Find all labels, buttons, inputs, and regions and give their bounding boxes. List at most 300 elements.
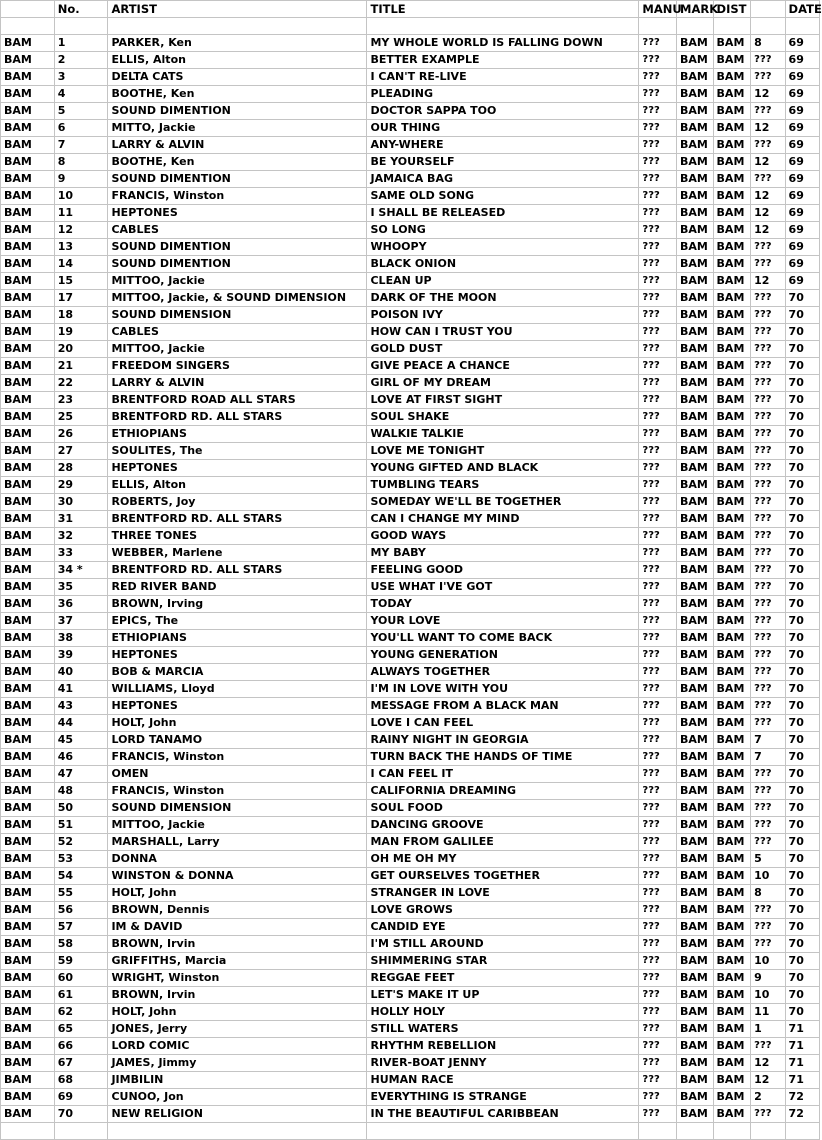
distributor-cell[interactable]: BAM xyxy=(713,1055,751,1072)
blank-cell[interactable] xyxy=(713,1123,751,1140)
label-cell[interactable]: BAM xyxy=(1,103,55,120)
mark-cell[interactable]: BAM xyxy=(677,188,714,205)
number-cell[interactable]: 41 xyxy=(54,681,108,698)
artist-cell[interactable]: HOLT, John xyxy=(108,885,367,902)
artist-cell[interactable]: JONES, Jerry xyxy=(108,1021,367,1038)
mark-cell[interactable]: BAM xyxy=(677,239,714,256)
title-cell[interactable]: ALWAYS TOGETHER xyxy=(367,664,639,681)
label-cell[interactable]: BAM xyxy=(1,732,55,749)
date-cell[interactable]: 69 xyxy=(785,86,819,103)
label-cell[interactable]: BAM xyxy=(1,596,55,613)
title-cell[interactable]: I'M IN LOVE WITH YOU xyxy=(367,681,639,698)
title-cell[interactable]: LOVE I CAN FEEL xyxy=(367,715,639,732)
date-cell[interactable]: 70 xyxy=(785,341,819,358)
date-cell[interactable]: 70 xyxy=(785,477,819,494)
header-date[interactable]: DATE xyxy=(785,1,819,18)
mark-cell[interactable]: BAM xyxy=(677,783,714,800)
distributor-cell[interactable]: BAM xyxy=(713,936,751,953)
manufacturer-cell[interactable]: ??? xyxy=(639,239,677,256)
label-cell[interactable]: BAM xyxy=(1,273,55,290)
label-cell[interactable]: BAM xyxy=(1,562,55,579)
manufacturer-cell[interactable]: ??? xyxy=(639,766,677,783)
title-cell[interactable]: BLACK ONION xyxy=(367,256,639,273)
artist-cell[interactable]: BROWN, Dennis xyxy=(108,902,367,919)
mark-cell[interactable]: BAM xyxy=(677,885,714,902)
artist-cell[interactable]: EPICS, The xyxy=(108,613,367,630)
month-cell[interactable]: 12 xyxy=(751,273,785,290)
manufacturer-cell[interactable]: ??? xyxy=(639,137,677,154)
month-cell[interactable]: 12 xyxy=(751,205,785,222)
label-cell[interactable]: BAM xyxy=(1,936,55,953)
label-cell[interactable]: BAM xyxy=(1,290,55,307)
manufacturer-cell[interactable]: ??? xyxy=(639,86,677,103)
artist-cell[interactable]: MARSHALL, Larry xyxy=(108,834,367,851)
title-cell[interactable]: I SHALL BE RELEASED xyxy=(367,205,639,222)
date-cell[interactable]: 70 xyxy=(785,392,819,409)
manufacturer-cell[interactable]: ??? xyxy=(639,222,677,239)
title-cell[interactable]: STILL WATERS xyxy=(367,1021,639,1038)
label-cell[interactable]: BAM xyxy=(1,392,55,409)
distributor-cell[interactable]: BAM xyxy=(713,52,751,69)
manufacturer-cell[interactable]: ??? xyxy=(639,545,677,562)
manufacturer-cell[interactable]: ??? xyxy=(639,154,677,171)
date-cell[interactable]: 69 xyxy=(785,103,819,120)
date-cell[interactable]: 70 xyxy=(785,613,819,630)
label-cell[interactable]: BAM xyxy=(1,375,55,392)
label-cell[interactable]: BAM xyxy=(1,834,55,851)
label-cell[interactable]: BAM xyxy=(1,511,55,528)
mark-cell[interactable]: BAM xyxy=(677,800,714,817)
month-cell[interactable]: ??? xyxy=(751,290,785,307)
number-cell[interactable]: 45 xyxy=(54,732,108,749)
label-cell[interactable]: BAM xyxy=(1,987,55,1004)
mark-cell[interactable]: BAM xyxy=(677,562,714,579)
label-cell[interactable]: BAM xyxy=(1,868,55,885)
title-cell[interactable]: GIRL OF MY DREAM xyxy=(367,375,639,392)
manufacturer-cell[interactable]: ??? xyxy=(639,35,677,52)
title-cell[interactable]: SOMEDAY WE'LL BE TOGETHER xyxy=(367,494,639,511)
manufacturer-cell[interactable]: ??? xyxy=(639,358,677,375)
distributor-cell[interactable]: BAM xyxy=(713,409,751,426)
month-cell[interactable]: 10 xyxy=(751,868,785,885)
mark-cell[interactable]: BAM xyxy=(677,86,714,103)
number-cell[interactable]: 34 * xyxy=(54,562,108,579)
month-cell[interactable]: ??? xyxy=(751,766,785,783)
label-cell[interactable]: BAM xyxy=(1,477,55,494)
title-cell[interactable]: CALIFORNIA DREAMING xyxy=(367,783,639,800)
date-cell[interactable]: 69 xyxy=(785,273,819,290)
label-cell[interactable]: BAM xyxy=(1,120,55,137)
title-cell[interactable]: MAN FROM GALILEE xyxy=(367,834,639,851)
date-cell[interactable]: 70 xyxy=(785,987,819,1004)
number-cell[interactable]: 55 xyxy=(54,885,108,902)
number-cell[interactable]: 1 xyxy=(54,35,108,52)
manufacturer-cell[interactable]: ??? xyxy=(639,698,677,715)
number-cell[interactable]: 54 xyxy=(54,868,108,885)
date-cell[interactable]: 69 xyxy=(785,171,819,188)
mark-cell[interactable]: BAM xyxy=(677,358,714,375)
artist-cell[interactable]: BOOTHE, Ken xyxy=(108,154,367,171)
number-cell[interactable]: 44 xyxy=(54,715,108,732)
manufacturer-cell[interactable]: ??? xyxy=(639,800,677,817)
label-cell[interactable]: BAM xyxy=(1,528,55,545)
artist-cell[interactable]: SOULITES, The xyxy=(108,443,367,460)
label-cell[interactable]: BAM xyxy=(1,188,55,205)
number-cell[interactable]: 53 xyxy=(54,851,108,868)
manufacturer-cell[interactable]: ??? xyxy=(639,120,677,137)
title-cell[interactable]: DARK OF THE MOON xyxy=(367,290,639,307)
title-cell[interactable]: POISON IVY xyxy=(367,307,639,324)
title-cell[interactable]: YOUNG GIFTED AND BLACK xyxy=(367,460,639,477)
distributor-cell[interactable]: BAM xyxy=(713,953,751,970)
artist-cell[interactable]: IM & DAVID xyxy=(108,919,367,936)
artist-cell[interactable]: MITTO, Jackie xyxy=(108,120,367,137)
title-cell[interactable]: GET OURSELVES TOGETHER xyxy=(367,868,639,885)
title-cell[interactable]: CAN I CHANGE MY MIND xyxy=(367,511,639,528)
title-cell[interactable]: I CAN'T RE-LIVE xyxy=(367,69,639,86)
manufacturer-cell[interactable]: ??? xyxy=(639,681,677,698)
month-cell[interactable]: ??? xyxy=(751,52,785,69)
artist-cell[interactable]: MITTOO, Jackie, & SOUND DIMENSION xyxy=(108,290,367,307)
date-cell[interactable]: 70 xyxy=(785,528,819,545)
artist-cell[interactable]: BRENTFORD RD. ALL STARS xyxy=(108,511,367,528)
distributor-cell[interactable]: BAM xyxy=(713,868,751,885)
distributor-cell[interactable]: BAM xyxy=(713,188,751,205)
number-cell[interactable]: 31 xyxy=(54,511,108,528)
distributor-cell[interactable]: BAM xyxy=(713,137,751,154)
artist-cell[interactable]: RED RIVER BAND xyxy=(108,579,367,596)
title-cell[interactable]: SOUL FOOD xyxy=(367,800,639,817)
month-cell[interactable]: 1 xyxy=(751,1021,785,1038)
month-cell[interactable]: 5 xyxy=(751,851,785,868)
month-cell[interactable]: ??? xyxy=(751,630,785,647)
number-cell[interactable]: 11 xyxy=(54,205,108,222)
title-cell[interactable]: HOLLY HOLY xyxy=(367,1004,639,1021)
artist-cell[interactable]: BROWN, Irving xyxy=(108,596,367,613)
label-cell[interactable]: BAM xyxy=(1,766,55,783)
title-cell[interactable]: SO LONG xyxy=(367,222,639,239)
distributor-cell[interactable]: BAM xyxy=(713,86,751,103)
distributor-cell[interactable]: BAM xyxy=(713,307,751,324)
label-cell[interactable]: BAM xyxy=(1,919,55,936)
date-cell[interactable]: 70 xyxy=(785,817,819,834)
number-cell[interactable]: 40 xyxy=(54,664,108,681)
artist-cell[interactable]: ELLIS, Alton xyxy=(108,477,367,494)
month-cell[interactable]: ??? xyxy=(751,613,785,630)
month-cell[interactable]: ??? xyxy=(751,562,785,579)
manufacturer-cell[interactable]: ??? xyxy=(639,664,677,681)
date-cell[interactable]: 70 xyxy=(785,324,819,341)
title-cell[interactable]: HUMAN RACE xyxy=(367,1072,639,1089)
number-cell[interactable]: 22 xyxy=(54,375,108,392)
mark-cell[interactable]: BAM xyxy=(677,1072,714,1089)
number-cell[interactable]: 12 xyxy=(54,222,108,239)
title-cell[interactable]: GIVE PEACE A CHANCE xyxy=(367,358,639,375)
distributor-cell[interactable]: BAM xyxy=(713,596,751,613)
title-cell[interactable]: TODAY xyxy=(367,596,639,613)
date-cell[interactable]: 70 xyxy=(785,647,819,664)
artist-cell[interactable]: WEBBER, Marlene xyxy=(108,545,367,562)
month-cell[interactable]: 8 xyxy=(751,35,785,52)
distributor-cell[interactable]: BAM xyxy=(713,273,751,290)
number-cell[interactable]: 69 xyxy=(54,1089,108,1106)
label-cell[interactable]: BAM xyxy=(1,613,55,630)
manufacturer-cell[interactable]: ??? xyxy=(639,1021,677,1038)
number-cell[interactable]: 17 xyxy=(54,290,108,307)
distributor-cell[interactable]: BAM xyxy=(713,902,751,919)
month-cell[interactable]: ??? xyxy=(751,715,785,732)
label-cell[interactable]: BAM xyxy=(1,902,55,919)
number-cell[interactable]: 21 xyxy=(54,358,108,375)
date-cell[interactable]: 69 xyxy=(785,120,819,137)
manufacturer-cell[interactable]: ??? xyxy=(639,613,677,630)
number-cell[interactable]: 20 xyxy=(54,341,108,358)
number-cell[interactable]: 29 xyxy=(54,477,108,494)
artist-cell[interactable]: SOUND DIMENTION xyxy=(108,171,367,188)
artist-cell[interactable]: SOUND DIMENTION xyxy=(108,256,367,273)
mark-cell[interactable]: BAM xyxy=(677,341,714,358)
title-cell[interactable]: REGGAE FEET xyxy=(367,970,639,987)
distributor-cell[interactable]: BAM xyxy=(713,494,751,511)
number-cell[interactable]: 62 xyxy=(54,1004,108,1021)
label-cell[interactable]: BAM xyxy=(1,1089,55,1106)
mark-cell[interactable]: BAM xyxy=(677,443,714,460)
date-cell[interactable]: 70 xyxy=(785,290,819,307)
manufacturer-cell[interactable]: ??? xyxy=(639,919,677,936)
month-cell[interactable]: ??? xyxy=(751,409,785,426)
date-cell[interactable]: 69 xyxy=(785,154,819,171)
manufacturer-cell[interactable]: ??? xyxy=(639,1038,677,1055)
manufacturer-cell[interactable]: ??? xyxy=(639,52,677,69)
title-cell[interactable]: PLEADING xyxy=(367,86,639,103)
blank-cell[interactable] xyxy=(639,1123,677,1140)
title-cell[interactable]: YOUR LOVE xyxy=(367,613,639,630)
distributor-cell[interactable]: BAM xyxy=(713,987,751,1004)
date-cell[interactable]: 70 xyxy=(785,596,819,613)
distributor-cell[interactable]: BAM xyxy=(713,1089,751,1106)
label-cell[interactable]: BAM xyxy=(1,409,55,426)
title-cell[interactable]: DANCING GROOVE xyxy=(367,817,639,834)
label-cell[interactable]: BAM xyxy=(1,1038,55,1055)
distributor-cell[interactable]: BAM xyxy=(713,205,751,222)
manufacturer-cell[interactable]: ??? xyxy=(639,341,677,358)
distributor-cell[interactable]: BAM xyxy=(713,1004,751,1021)
title-cell[interactable]: SAME OLD SONG xyxy=(367,188,639,205)
date-cell[interactable]: 70 xyxy=(785,443,819,460)
month-cell[interactable]: ??? xyxy=(751,358,785,375)
distributor-cell[interactable]: BAM xyxy=(713,698,751,715)
title-cell[interactable]: MESSAGE FROM A BLACK MAN xyxy=(367,698,639,715)
label-cell[interactable]: BAM xyxy=(1,222,55,239)
date-cell[interactable]: 70 xyxy=(785,970,819,987)
mark-cell[interactable]: BAM xyxy=(677,52,714,69)
number-cell[interactable]: 39 xyxy=(54,647,108,664)
label-cell[interactable]: BAM xyxy=(1,69,55,86)
label-cell[interactable]: BAM xyxy=(1,1055,55,1072)
mark-cell[interactable]: BAM xyxy=(677,324,714,341)
artist-cell[interactable]: BOB & MARCIA xyxy=(108,664,367,681)
distributor-cell[interactable]: BAM xyxy=(713,664,751,681)
artist-cell[interactable]: WINSTON & DONNA xyxy=(108,868,367,885)
mark-cell[interactable]: BAM xyxy=(677,273,714,290)
manufacturer-cell[interactable]: ??? xyxy=(639,630,677,647)
distributor-cell[interactable]: BAM xyxy=(713,919,751,936)
month-cell[interactable]: ??? xyxy=(751,1038,785,1055)
manufacturer-cell[interactable]: ??? xyxy=(639,732,677,749)
date-cell[interactable]: 70 xyxy=(785,630,819,647)
month-cell[interactable]: ??? xyxy=(751,783,785,800)
header-manu[interactable]: MANU xyxy=(639,1,677,18)
label-cell[interactable]: BAM xyxy=(1,1072,55,1089)
blank-cell[interactable] xyxy=(367,1123,639,1140)
month-cell[interactable]: 11 xyxy=(751,1004,785,1021)
number-cell[interactable]: 14 xyxy=(54,256,108,273)
mark-cell[interactable]: BAM xyxy=(677,477,714,494)
label-cell[interactable]: BAM xyxy=(1,579,55,596)
date-cell[interactable]: 69 xyxy=(785,188,819,205)
distributor-cell[interactable]: BAM xyxy=(713,1072,751,1089)
month-cell[interactable]: ??? xyxy=(751,800,785,817)
number-cell[interactable]: 33 xyxy=(54,545,108,562)
date-cell[interactable]: 69 xyxy=(785,52,819,69)
manufacturer-cell[interactable]: ??? xyxy=(639,1004,677,1021)
manufacturer-cell[interactable]: ??? xyxy=(639,596,677,613)
date-cell[interactable]: 70 xyxy=(785,579,819,596)
distributor-cell[interactable]: BAM xyxy=(713,239,751,256)
month-cell[interactable]: ??? xyxy=(751,1106,785,1123)
label-cell[interactable]: BAM xyxy=(1,1106,55,1123)
month-cell[interactable]: ??? xyxy=(751,137,785,154)
month-cell[interactable]: ??? xyxy=(751,324,785,341)
blank-cell[interactable] xyxy=(108,1123,367,1140)
date-cell[interactable]: 70 xyxy=(785,953,819,970)
header-label[interactable] xyxy=(1,1,55,18)
number-cell[interactable]: 26 xyxy=(54,426,108,443)
artist-cell[interactable]: LARRY & ALVIN xyxy=(108,137,367,154)
distributor-cell[interactable]: BAM xyxy=(713,35,751,52)
title-cell[interactable]: WHOOPY xyxy=(367,239,639,256)
title-cell[interactable]: SHIMMERING STAR xyxy=(367,953,639,970)
date-cell[interactable]: 69 xyxy=(785,222,819,239)
artist-cell[interactable]: FREEDOM SINGERS xyxy=(108,358,367,375)
distributor-cell[interactable]: BAM xyxy=(713,970,751,987)
date-cell[interactable]: 71 xyxy=(785,1038,819,1055)
mark-cell[interactable]: BAM xyxy=(677,205,714,222)
label-cell[interactable]: BAM xyxy=(1,783,55,800)
month-cell[interactable]: ??? xyxy=(751,392,785,409)
manufacturer-cell[interactable]: ??? xyxy=(639,290,677,307)
header-title[interactable]: TITLE xyxy=(367,1,639,18)
label-cell[interactable]: BAM xyxy=(1,885,55,902)
date-cell[interactable]: 70 xyxy=(785,511,819,528)
month-cell[interactable]: ??? xyxy=(751,545,785,562)
mark-cell[interactable]: BAM xyxy=(677,1106,714,1123)
manufacturer-cell[interactable]: ??? xyxy=(639,868,677,885)
manufacturer-cell[interactable]: ??? xyxy=(639,392,677,409)
number-cell[interactable]: 56 xyxy=(54,902,108,919)
label-cell[interactable]: BAM xyxy=(1,817,55,834)
blank-cell[interactable] xyxy=(713,18,751,35)
label-cell[interactable]: BAM xyxy=(1,970,55,987)
mark-cell[interactable]: BAM xyxy=(677,171,714,188)
mark-cell[interactable]: BAM xyxy=(677,545,714,562)
title-cell[interactable]: RIVER-BOAT JENNY xyxy=(367,1055,639,1072)
month-cell[interactable]: ??? xyxy=(751,341,785,358)
blank-cell[interactable] xyxy=(54,1123,108,1140)
manufacturer-cell[interactable]: ??? xyxy=(639,443,677,460)
number-cell[interactable]: 61 xyxy=(54,987,108,1004)
date-cell[interactable]: 70 xyxy=(785,902,819,919)
month-cell[interactable]: ??? xyxy=(751,681,785,698)
label-cell[interactable]: BAM xyxy=(1,341,55,358)
distributor-cell[interactable]: BAM xyxy=(713,171,751,188)
blank-cell[interactable] xyxy=(639,18,677,35)
artist-cell[interactable]: BROWN, Irvin xyxy=(108,987,367,1004)
artist-cell[interactable]: FRANCIS, Winston xyxy=(108,783,367,800)
title-cell[interactable]: BE YOURSELF xyxy=(367,154,639,171)
distributor-cell[interactable]: BAM xyxy=(713,324,751,341)
month-cell[interactable]: 12 xyxy=(751,154,785,171)
title-cell[interactable]: SOUL SHAKE xyxy=(367,409,639,426)
title-cell[interactable]: WALKIE TALKIE xyxy=(367,426,639,443)
number-cell[interactable]: 36 xyxy=(54,596,108,613)
mark-cell[interactable]: BAM xyxy=(677,426,714,443)
distributor-cell[interactable]: BAM xyxy=(713,426,751,443)
number-cell[interactable]: 18 xyxy=(54,307,108,324)
distributor-cell[interactable]: BAM xyxy=(713,460,751,477)
distributor-cell[interactable]: BAM xyxy=(713,375,751,392)
number-cell[interactable]: 5 xyxy=(54,103,108,120)
distributor-cell[interactable]: BAM xyxy=(713,154,751,171)
artist-cell[interactable]: MITTOO, Jackie xyxy=(108,273,367,290)
date-cell[interactable]: 70 xyxy=(785,545,819,562)
blank-cell[interactable] xyxy=(54,18,108,35)
distributor-cell[interactable]: BAM xyxy=(713,103,751,120)
header-dist[interactable]: DIST xyxy=(713,1,751,18)
title-cell[interactable]: MY BABY xyxy=(367,545,639,562)
artist-cell[interactable]: CABLES xyxy=(108,324,367,341)
month-cell[interactable]: ??? xyxy=(751,256,785,273)
mark-cell[interactable]: BAM xyxy=(677,613,714,630)
label-cell[interactable]: BAM xyxy=(1,1021,55,1038)
month-cell[interactable]: ??? xyxy=(751,103,785,120)
title-cell[interactable]: YOUNG GENERATION xyxy=(367,647,639,664)
manufacturer-cell[interactable]: ??? xyxy=(639,324,677,341)
month-cell[interactable]: 12 xyxy=(751,188,785,205)
date-cell[interactable]: 70 xyxy=(785,494,819,511)
artist-cell[interactable]: THREE TONES xyxy=(108,528,367,545)
title-cell[interactable]: FEELING GOOD xyxy=(367,562,639,579)
date-cell[interactable]: 70 xyxy=(785,307,819,324)
month-cell[interactable]: ??? xyxy=(751,511,785,528)
label-cell[interactable]: BAM xyxy=(1,749,55,766)
distributor-cell[interactable]: BAM xyxy=(713,443,751,460)
artist-cell[interactable]: ETHIOPIANS xyxy=(108,630,367,647)
distributor-cell[interactable]: BAM xyxy=(713,545,751,562)
manufacturer-cell[interactable]: ??? xyxy=(639,647,677,664)
artist-cell[interactable]: WRIGHT, Winston xyxy=(108,970,367,987)
mark-cell[interactable]: BAM xyxy=(677,222,714,239)
distributor-cell[interactable]: BAM xyxy=(713,477,751,494)
month-cell[interactable]: 12 xyxy=(751,1072,785,1089)
month-cell[interactable]: ??? xyxy=(751,834,785,851)
label-cell[interactable]: BAM xyxy=(1,137,55,154)
mark-cell[interactable]: BAM xyxy=(677,596,714,613)
mark-cell[interactable]: BAM xyxy=(677,103,714,120)
date-cell[interactable]: 69 xyxy=(785,205,819,222)
mark-cell[interactable]: BAM xyxy=(677,528,714,545)
artist-cell[interactable]: WILLIAMS, Lloyd xyxy=(108,681,367,698)
